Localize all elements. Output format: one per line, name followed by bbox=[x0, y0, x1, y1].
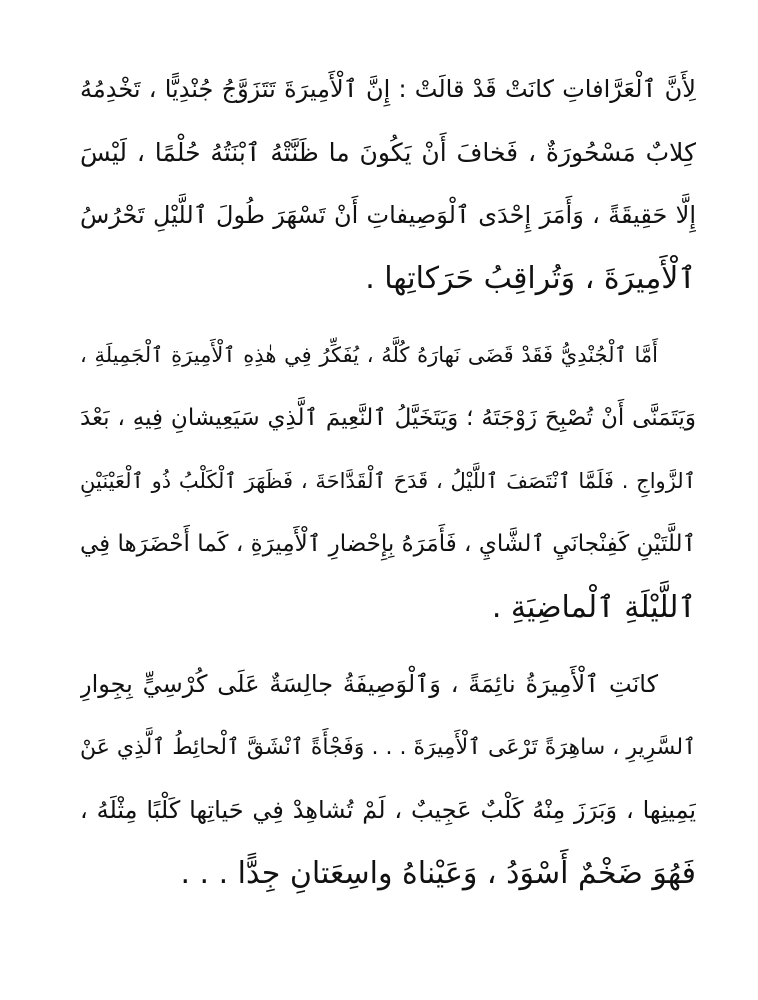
text-line: ٱللَّيْلَةِ ٱلْماضِيَةِ . bbox=[491, 590, 696, 625]
text-line: كانَتِ ٱلْأَمِيرَةُ نائِمَةً ، وَٱلْوَصِيفَةُ جالِسَةٌ عَلَى كُرْسِيٍّ بِجِوارِ bbox=[80, 670, 658, 698]
text-line: إِلَّا حَقِيقَةً ، وَأَمَرَ إِحْدَى ٱلْوَصِيفاتِ أَنْ تَسْهَرَ طُولَ ٱللَّيْلِ تَحْرُسُ bbox=[80, 201, 696, 229]
text-line: ٱللَّتَيْنِ كَفِنْجانَيِ ٱلشَّايِ ، فَأَمَرَهُ بِإِحْضارِ ٱلْأَمِيرَةِ ، كَما أَحْضَرَها فِي bbox=[80, 531, 696, 557]
paragraph-1 bbox=[80, 58, 696, 310]
text-line: كِلابٌ مَسْحُورَةٌ ، فَخافَ أَنْ يَكُونَ ما ظَنَّتْهُ ٱبْنَتُهُ حُلْمًا ، لَيْسَ bbox=[80, 138, 696, 167]
text-line: فَهُوَ ضَخْمٌ أَسْوَدُ ، وَعَيْناهُ واسِعَتانِ جِدًّا . . . bbox=[180, 856, 696, 891]
paragraph-gap bbox=[80, 639, 696, 653]
text-line: يَمِينِها ، وَبَرَزَ مِنْهُ كَلْبٌ عَجِيبٌ ، لَمْ تُشاهِدْ فِي حَياتِها كَلْبًا مِثْلَهُ ، bbox=[80, 796, 696, 824]
text-line: ٱلْأَمِيرَةَ ، وَتُراقِبُ حَرَكاتِها . bbox=[365, 261, 696, 296]
paragraph-3 bbox=[80, 653, 696, 905]
text-line: لِأَنَّ ٱلْعَرَّافاتِ كانَتْ قَدْ قالَتْ : إِنَّ ٱلْأَمِيرَةَ تَتَزَوَّجُ جُنْدِيًّا ، تَخْدِمُهُ bbox=[80, 75, 696, 103]
text-line: ٱلزَّواجِ . فَلَمَّا ٱنْتَصَفَ ٱللَّيْلُ ، قَدَحَ ٱلْقَدَّاحَةَ ، فَظَهَرَ ٱلْكَلْبُ ذُو ٱلْعَيْنَيْنِ bbox=[80, 469, 696, 493]
text-line: ٱلسَّرِيرِ ، ساهِرَةً تَرْعَى ٱلْأَمِيرَةَ . . . وَفَجْأَةً ٱنْشَقَّ ٱلْحائِطُ ٱلَّذِي عَنْ bbox=[80, 735, 696, 760]
paragraph-gap bbox=[80, 310, 696, 324]
text-line: وَيَتَمَنَّى أَنْ تُصْبِحَ زَوْجَتَهُ ؛ وَيَتَخَيَّلُ ٱلنَّعِيمَ ٱلَّذِي سَيَعِيشانِ فِيهِ ، بَعْدَ bbox=[80, 405, 696, 431]
paragraph-2 bbox=[80, 324, 696, 639]
text-line: أَمَّا ٱلْجُنْدِيُّ فَقَدْ قَضَى نَهارَهُ كُلَّهُ ، يُفَكِّرُ فِي هٰذِهِ ٱلْأَمِيرَةِ ٱلْجَمِيلَةِ ، bbox=[80, 343, 658, 367]
